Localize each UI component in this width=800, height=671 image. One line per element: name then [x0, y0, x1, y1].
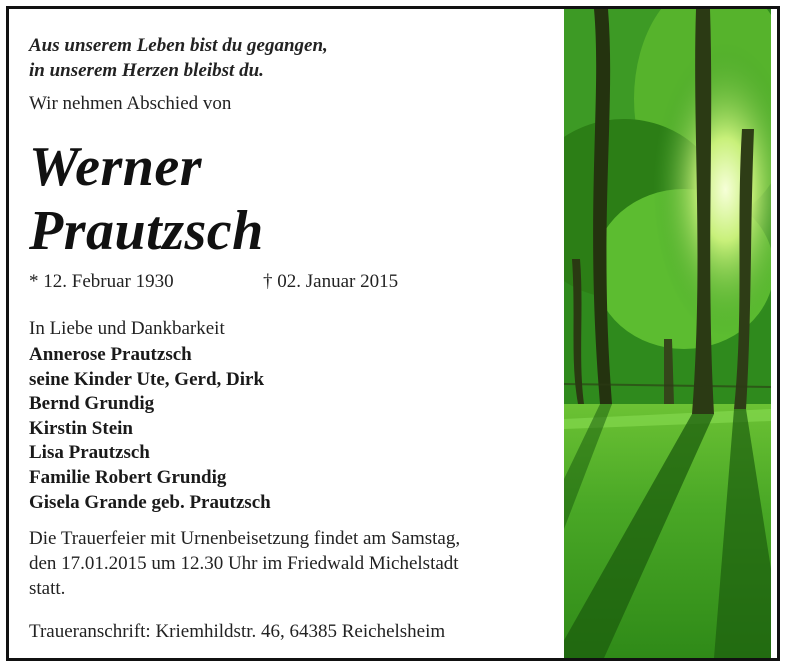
deceased-name	[29, 135, 264, 263]
ceremony-info	[29, 526, 559, 601]
mourner: Familie Robert Grundig	[29, 466, 227, 488]
life-dates	[29, 271, 399, 293]
last-name: Prautzsch	[29, 200, 264, 262]
mourners-list	[29, 343, 271, 515]
ceremony-line-2: den 17.01.2015 um 12.30 Uhr im Friedwald Michelstadt	[29, 553, 459, 574]
condolence-address: Traueranschrift: Kriemhildstr. 46, 64385 Reichelsheim	[29, 621, 446, 642]
mourner: Gisela Grande geb. Prautzsch	[29, 491, 271, 513]
first-name: Werner	[29, 136, 203, 198]
birth-date: * 12. Februar 1930	[29, 271, 174, 292]
mourner: seine Kinder Ute, Gerd, Dirk	[29, 368, 265, 390]
motto	[29, 33, 328, 83]
motto-line-1: Aus unserem Leben bist du gegangen,	[29, 35, 328, 56]
obituary-notice	[6, 6, 780, 661]
mourner: Lisa Prautzsch	[29, 442, 150, 464]
mourner: Annerose Prautzsch	[29, 344, 192, 365]
farewell-intro: Wir nehmen Abschied von	[29, 93, 232, 114]
park-trees-illustration	[564, 9, 771, 658]
park-trees-photo	[564, 9, 771, 658]
ceremony-line-3: statt.	[29, 578, 66, 599]
death-date: † 02. Januar 2015	[263, 271, 399, 292]
ceremony-line-1: Die Trauerfeier mit Urnenbeisetzung findet am Samstag,	[29, 528, 461, 549]
motto-line-2: in unserem Herzen bleibst du.	[29, 60, 264, 81]
mourner: Bernd Grundig	[29, 393, 155, 415]
mourner: Kirstin Stein	[29, 417, 133, 439]
mourners-intro: In Liebe und Dankbarkeit	[29, 318, 225, 339]
